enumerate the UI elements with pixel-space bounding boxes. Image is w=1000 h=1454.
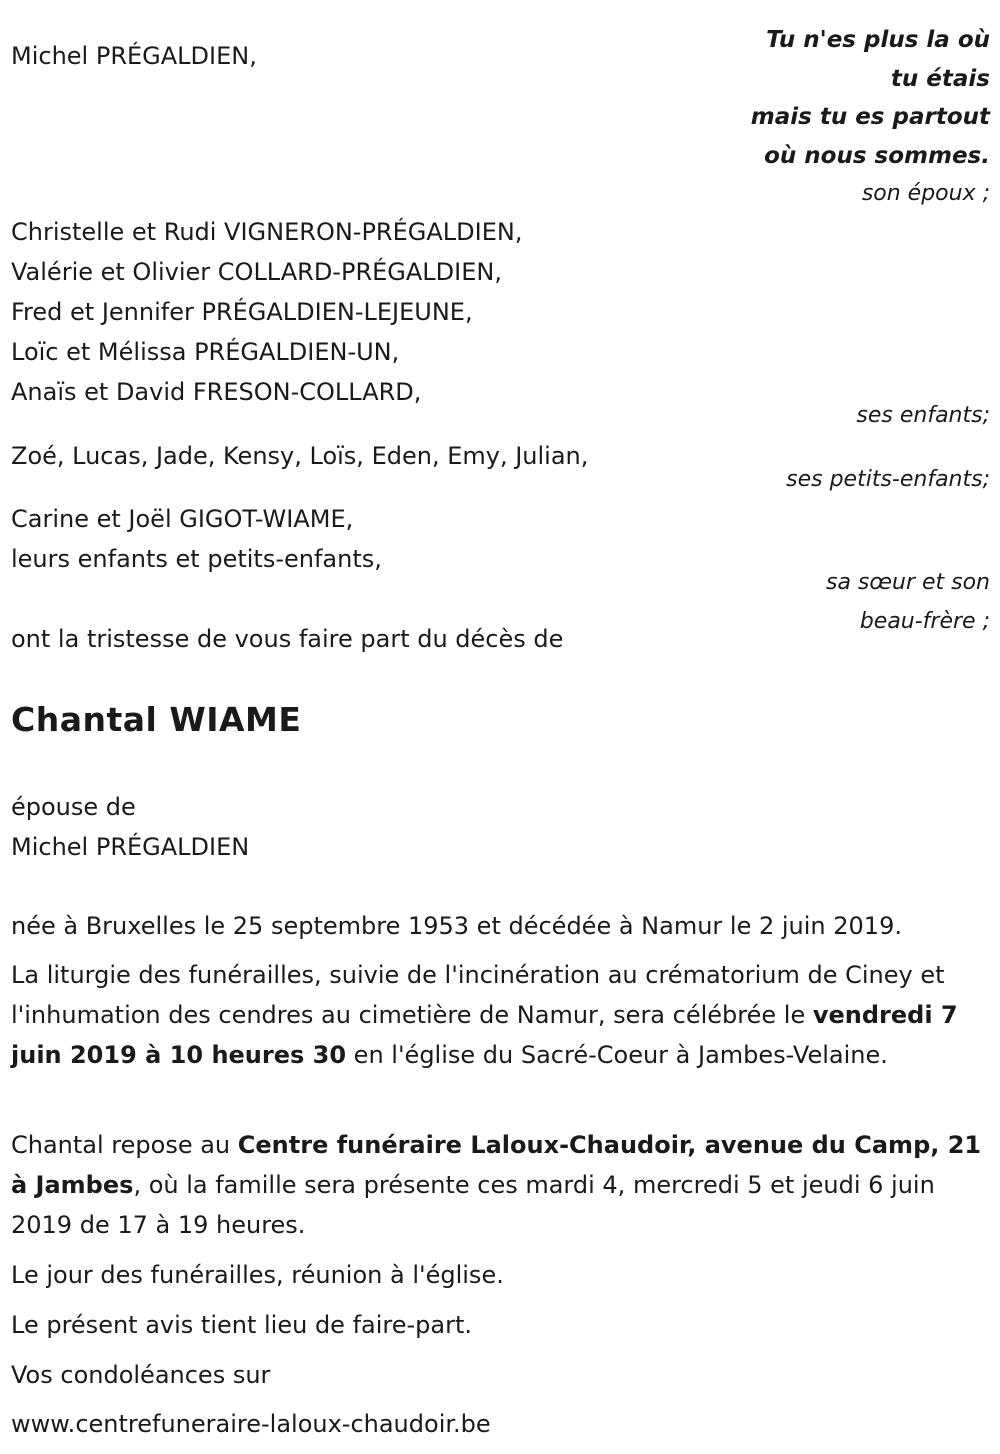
quote-line: où nous sommes.	[764, 142, 990, 169]
liturgy-text-before: La liturgie des funérailles, suivie de l'incinération au crématorium de Ciney et l'inhumation des cendres au cimetière de Namur, sera célébrée le	[11, 961, 945, 1029]
spouse-name: Michel PRÉGALDIEN	[11, 833, 250, 861]
child-couple: Anaïs et David FRESON-COLLARD,	[11, 378, 422, 406]
sister-relation-line: beau-frère ;	[859, 609, 990, 634]
visitation-text-after: , où la famille sera présente ces mardi 4, mercredi 5 et jeudi 6 juin 2019 de 17 à 19 heures.	[11, 1171, 935, 1239]
liturgy-text-after: en l'église du Sacré-Coeur à Jambes-Velaine.	[346, 1041, 888, 1069]
sister-couple: Carine et Joël GIGOT-WIAME,	[11, 505, 354, 533]
child-couple: Fred et Jennifer PRÉGALDIEN-LEJEUNE,	[11, 298, 473, 326]
deceased-name: Chantal WIAME	[11, 700, 302, 739]
condolences-label: Vos condoléances sur	[11, 1361, 271, 1389]
sister-relation-line: sa sœur et son	[825, 570, 990, 595]
quote-line: mais tu es partout	[750, 104, 990, 130]
visitation-text-before: Chantal repose au	[11, 1131, 238, 1159]
website-link[interactable]: www.centrefuneraire-laloux-chaudoir.be	[11, 1410, 491, 1438]
visitation-paragraph	[11, 1125, 986, 1245]
sister-relation	[826, 563, 990, 641]
visitation-location: Centre funéraire Laloux-Chaudoir, avenue du Camp, 21 à Jambes	[11, 1131, 982, 1199]
husband-name: Michel PRÉGALDIEN,	[11, 42, 257, 70]
sister-list	[11, 499, 382, 579]
meeting-note: Le jour des funérailles, réunion à l'église.	[11, 1261, 504, 1289]
birth-death: née à Bruxelles le 25 septembre 1953 et décédée à Namur le 2 juin 2019.	[11, 912, 902, 940]
husband-relation: son époux ;	[861, 181, 990, 206]
announcement: ont la tristesse de vous faire part du décès de	[11, 625, 564, 653]
spouse-label: épouse de	[11, 793, 136, 821]
spouse-info	[11, 787, 249, 867]
children-list	[11, 212, 522, 412]
child-couple: Loïc et Mélissa PRÉGALDIEN-UN,	[11, 338, 400, 366]
grandchildren-relation: ses petits-enfants;	[786, 467, 990, 492]
liturgy-date: vendredi 7 juin 2019 à 10 heures 30	[11, 1001, 958, 1069]
liturgy-paragraph	[11, 955, 986, 1075]
grandchildren-names: Zoé, Lucas, Jade, Kensy, Loïs, Eden, Emy, Julian,	[11, 442, 589, 470]
child-couple: Christelle et Rudi VIGNERON-PRÉGALDIEN,	[11, 218, 523, 246]
quote-line: tu étais	[890, 65, 990, 92]
sister-descendants: leurs enfants et petits-enfants,	[11, 545, 382, 573]
notice-note: Le présent avis tient lieu de faire-part.	[11, 1311, 473, 1339]
children-relation: ses enfants;	[856, 403, 990, 428]
child-couple: Valérie et Olivier COLLARD-PRÉGALDIEN,	[11, 258, 502, 286]
quote	[751, 21, 990, 175]
quote-line: Tu n'es plus la où	[766, 27, 990, 53]
